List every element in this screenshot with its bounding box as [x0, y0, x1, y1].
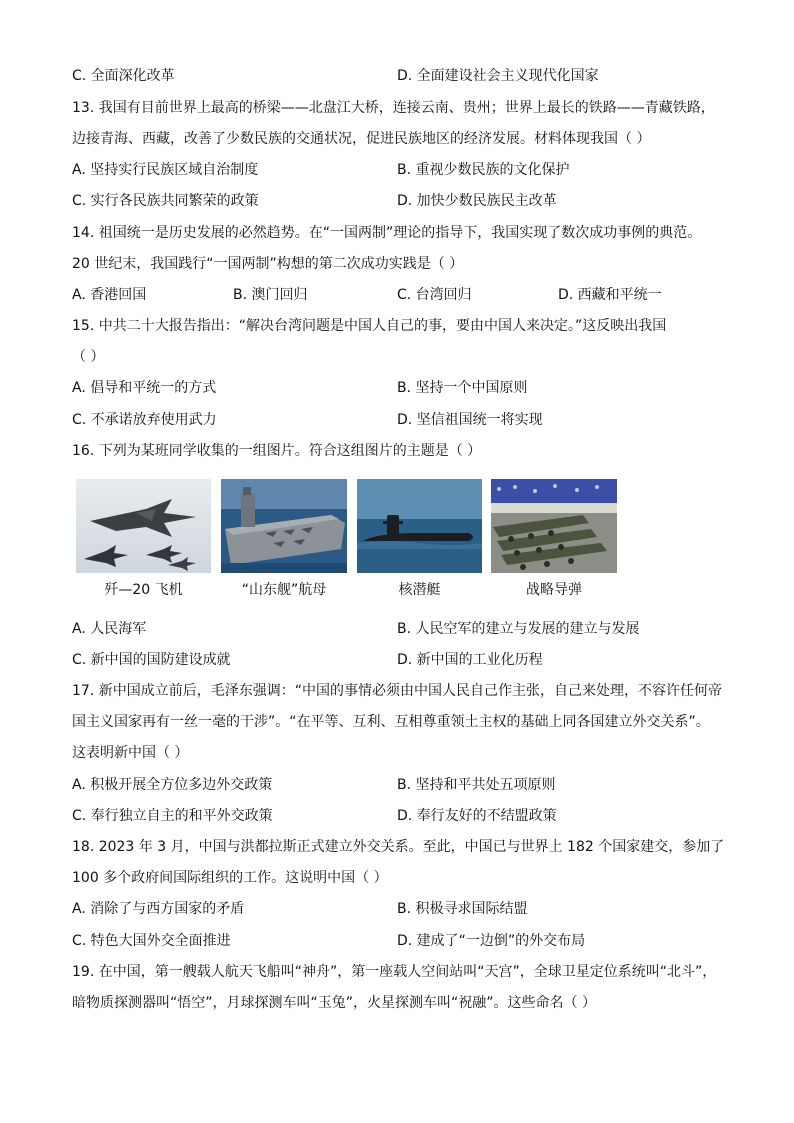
q18-option-c[interactable]: C. 特色大国外交全面推进: [72, 933, 231, 949]
q17-option-b[interactable]: B. 坚持和平共处五项原则: [397, 777, 556, 793]
q17-option-a[interactable]: A. 积极开展全方位多边外交政策: [72, 777, 273, 793]
q17-option-d[interactable]: D. 奉行友好的不结盟政策: [397, 808, 557, 824]
q18-option-b[interactable]: B. 积极寻求国际结盟: [397, 901, 528, 917]
q17-stem-line-2: 国主义国家再有一丝一毫的干涉”。“在平等、互利、互相尊重领土主权的基础上同各国建立外交关系”。: [72, 714, 710, 730]
q18-stem-line-2: 100 多个政府间国际组织的工作。这说明中国（ ）: [72, 870, 388, 886]
j20-fighter-photo: [76, 479, 211, 573]
q17-stem-line-1: 17. 新中国成立前后，毛泽东强调：“中国的事情必须由中国人民自己作主张，自己来处理，不容许任何帝: [72, 683, 722, 699]
q13-option-a[interactable]: A. 坚持实行民族区域自治制度: [72, 162, 259, 178]
q15-option-d[interactable]: D. 坚信祖国统一将实现: [397, 412, 543, 428]
q16-option-c[interactable]: C. 新中国的国防建设成就: [72, 652, 231, 668]
shandong-carrier-photo: [221, 479, 347, 573]
q15-option-a[interactable]: A. 倡导和平统一的方式: [72, 380, 217, 396]
caption-carrier: “山东舰”航母: [241, 582, 327, 598]
q13-stem-line-1: 13. 我国有目前世界上最高的桥梁——北盘江大桥，连接云南、贵州；世界上最长的铁路——青藏铁路，: [72, 100, 715, 116]
q14-option-d[interactable]: D. 西藏和平统一: [558, 287, 662, 303]
q18-stem-line-1: 18. 2023 年 3 月，中国与洪都拉斯正式建立外交关系。至此，中国已与世界上 182 个国家建交，参加了: [72, 839, 725, 855]
q13-option-d[interactable]: D. 加快少数民族民主改革: [397, 193, 557, 209]
q14-stem-line-1: 14. 祖国统一是历史发展的必然趋势。在“一国两制”理论的指导下，我国实现了数次成功事例的典范。: [72, 225, 702, 241]
q14-option-a[interactable]: A. 香港回国: [72, 287, 147, 303]
q19-stem-line-1: 19. 在中国，第一艘载人航天飞船叫“神舟”，第一座载人空间站叫“天宫”，全球卫星定位系统叫“北斗”，: [72, 964, 717, 980]
q17-option-c[interactable]: C. 奉行独立自主的和平外交政策: [72, 808, 273, 824]
nuclear-submarine-photo: [357, 479, 482, 573]
strategic-missile-photo: [491, 479, 617, 573]
q18-option-a[interactable]: A. 消除了与西方国家的矛盾: [72, 901, 245, 917]
caption-missile: 战略导弹: [526, 582, 582, 598]
q13-option-c[interactable]: C. 实行各民族共同繁荣的政策: [72, 193, 259, 209]
q12-option-d[interactable]: D. 全面建设社会主义现代化国家: [397, 68, 599, 84]
q15-stem-line-1: 15. 中共二十大报告指出：“解决台湾问题是中国人自己的事，要由中国人来决定。”这反映出我国: [72, 318, 667, 334]
q16-stem: 16. 下列为某班同学收集的一组图片。符合这组图片的主题是（ ）: [72, 443, 482, 459]
q12-option-c[interactable]: C. 全面深化改革: [72, 68, 175, 84]
q15-option-c[interactable]: C. 不承诺放弃使用武力: [72, 412, 217, 428]
q13-stem-line-2: 边接青海、西藏，改善了少数民族的交通状况，促进民族地区的经济发展。材料体现我国（ ）: [72, 131, 651, 147]
q15-option-b[interactable]: B. 坚持一个中国原则: [397, 380, 528, 396]
q14-option-b[interactable]: B. 澳门回归: [233, 287, 308, 303]
q16-option-a[interactable]: A. 人民海军: [72, 621, 147, 637]
q16-option-b[interactable]: B. 人民空军的建立与发展的建立与发展: [397, 621, 640, 637]
caption-submarine: 核潜艇: [398, 582, 441, 598]
q14-option-c[interactable]: C. 台湾回归: [397, 287, 472, 303]
q18-option-d[interactable]: D. 建成了“一边倒”的外交布局: [397, 933, 586, 949]
q17-stem-line-3: 这表明新中国（ ）: [72, 745, 189, 761]
q19-stem-line-2: 暗物质探测器叫“悟空”，月球探测车叫“玉兔”，火星探测车叫“祝融”。这些命名（ ）: [72, 995, 596, 1011]
q15-stem-line-2: （ ）: [72, 349, 105, 365]
q13-option-b[interactable]: B. 重视少数民族的文化保护: [397, 162, 570, 178]
caption-j20: 歼—20 飞机: [104, 582, 183, 598]
q14-stem-line-2: 20 世纪末，我国践行“一国两制”构想的第二次成功实践是（ ）: [72, 256, 464, 272]
q16-option-d[interactable]: D. 新中国的工业化历程: [397, 652, 543, 668]
